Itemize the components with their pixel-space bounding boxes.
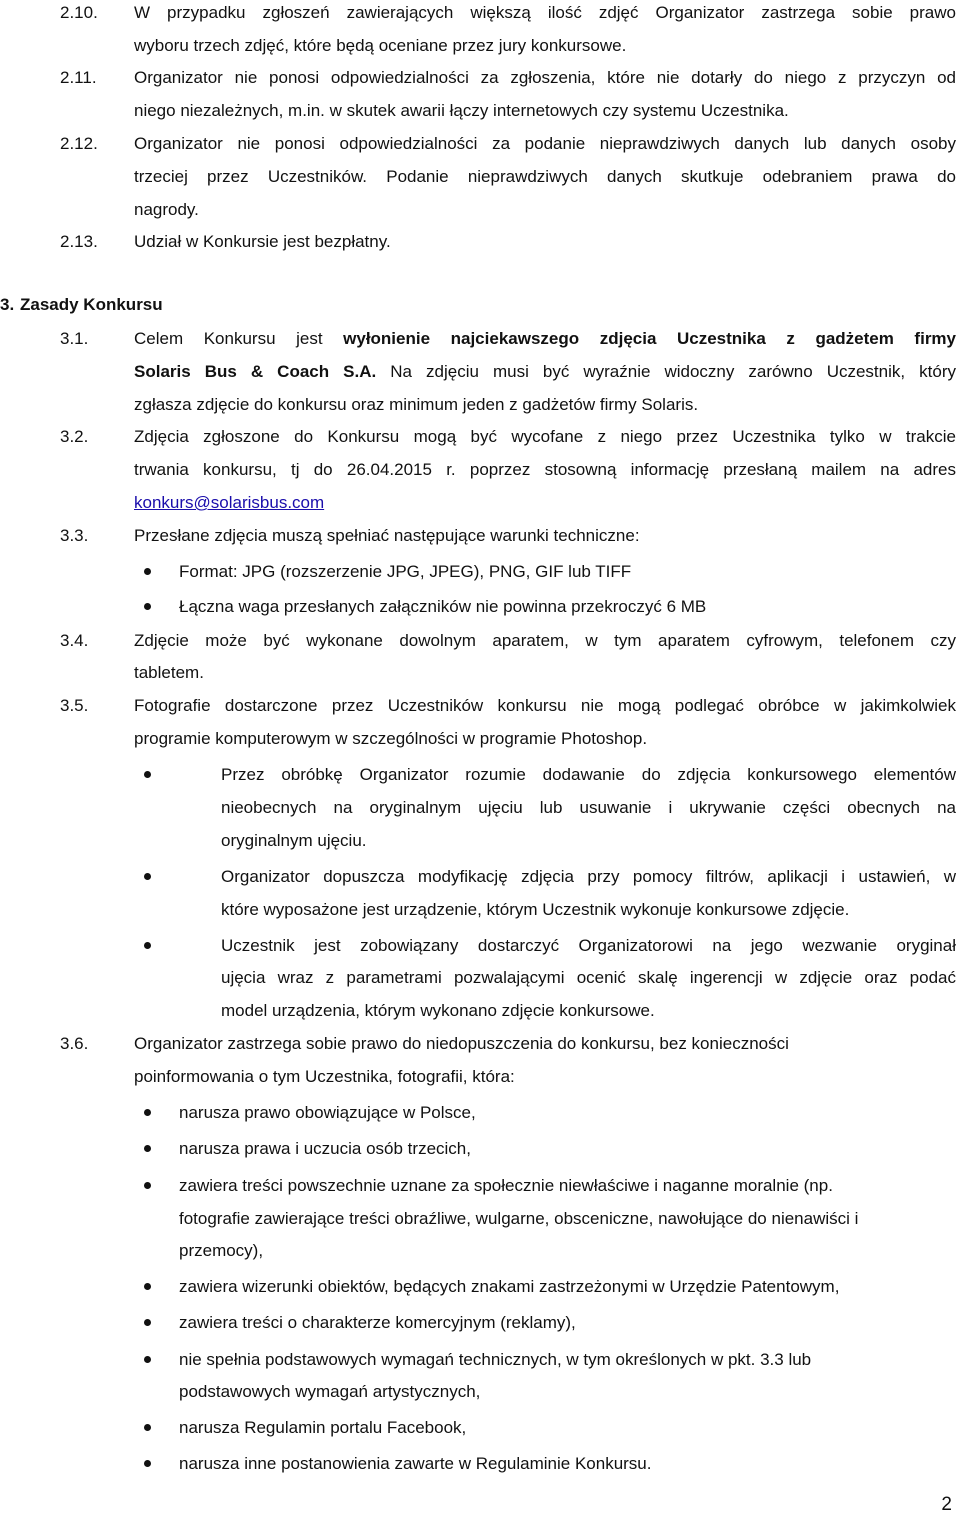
item-3-3-bullet-2: Łączna waga przesłanych załączników nie powinna przekroczyć 6 MB: [179, 597, 707, 616]
item-3-5-bullet-2-line-2: które wyposażone jest urządzenie, którym Uczestnik wykonuje konkursowe zdjęcie.: [221, 900, 850, 919]
item-3-6-bullet-3-line-2: fotografie zawierające treści obraźliwe, wulgarne, obsceniczne, nawołujące do nienawiści i: [179, 1209, 859, 1228]
item-number-3-3: 3.3.: [60, 526, 89, 545]
bullet-dot: [144, 568, 151, 575]
item-3-6-bullet-6-line-2: podstawowych wymagań artystycznych,: [179, 1382, 481, 1401]
item-3-2-line-3: [134, 492, 324, 514]
item-number-2-10: 2.10.: [60, 3, 98, 22]
item-3-6-line-2: poinformowania o tym Uczestnika, fotografii, która:: [134, 1067, 515, 1086]
section-3-number: 3.: [0, 295, 15, 314]
item-3-1-requirement: Na zdjęciu musi być wyraźnie widoczny zarówno Uczestnik, który: [390, 362, 956, 381]
item-2-12-line-1: Organizator nie ponosi odpowiedzialności za podanie nieprawdziwych danych lub danych osoby: [134, 134, 956, 153]
item-3-5-line-1: Fotografie dostarczone przez Uczestników konkursu nie mogą podlegać obróbce w jakimkolwiek: [134, 696, 956, 715]
item-3-4-line-1: Zdjęcie może być wykonane dowolnym aparatem, w tym aparatem cyfrowym, telefonem czy: [134, 631, 956, 650]
page-number: 2: [941, 1494, 952, 1515]
item-3-4-line-2: tabletem.: [134, 663, 204, 682]
item-2-10-line-2: wyboru trzech zdjęć, które będą oceniane przez jury konkursowe.: [134, 36, 627, 55]
item-3-1-goal: wyłonienie najciekawszego zdjęcia Uczestnika z gadżetem firmy: [343, 329, 956, 348]
item-3-5-line-2: programie komputerowym w szczególności w programie Photoshop.: [134, 729, 648, 748]
bullet-dot: [144, 1182, 151, 1189]
item-3-6-bullet-4: zawiera wizerunki obiektów, będących znakami zastrzeżonymi w Urzędzie Patentowym,: [179, 1277, 840, 1296]
item-2-13-line-1: Udział w Konkursie jest bezpłatny.: [134, 232, 391, 251]
bullet-dot: [144, 1424, 151, 1431]
item-number-3-5: 3.5.: [60, 696, 89, 715]
item-3-5-bullet-3-line-1: Uczestnik jest zobowiązany dostarczyć Organizatorowi na jego wezwanie oryginał: [221, 936, 956, 955]
item-3-2-line-2: trwania konkursu, tj do 26.04.2015 r. poprzez stosowną informację przesłaną mailem na adres: [134, 460, 956, 479]
bullet-dot: [144, 1356, 151, 1363]
item-3-2-line-1: Zdjęcia zgłoszone do Konkursu mogą być wycofane z niego przez Uczestnika tylko w trakcie: [134, 427, 956, 446]
item-3-6-bullet-2: narusza prawa i uczucia osób trzecich,: [179, 1139, 471, 1158]
item-3-6-bullet-6-line-1: nie spełnia podstawowych wymagań technicznych, w tym określonych w pkt. 3.3 lub: [179, 1350, 812, 1369]
bullet-dot: [144, 1109, 151, 1116]
item-3-5-bullet-3-line-2: ujęcia wraz z parametrami pozwalającymi ocenić skalę ingerencji w zdjęcie oraz podać: [221, 968, 956, 987]
bullet-dot: [144, 1283, 151, 1290]
item-3-1-line-2: [134, 361, 956, 383]
bullet-dot: [144, 1319, 151, 1326]
item-3-3-bullet-1: Format: JPG (rozszerzenie JPG, JPEG), PNG, GIF lub TIFF: [179, 562, 632, 581]
item-3-5-bullet-2-line-1: Organizator dopuszcza modyfikację zdjęcia przy pomocy filtrów, aplikacji i ustawień, w: [221, 867, 956, 886]
item-3-6-bullet-7: narusza Regulamin portalu Facebook,: [179, 1418, 467, 1437]
item-3-5-bullet-1-line-2: nieobecnych na oryginalnym ujęciu lub usuwanie i ukrywanie części obecnych na: [221, 798, 956, 817]
item-3-1-line-3: zgłasza zdjęcie do konkursu oraz minimum jeden z gadżetów firmy Solaris.: [134, 395, 699, 414]
bullet-dot: [144, 1145, 151, 1152]
item-3-5-bullet-1-line-3: oryginalnym ujęciu.: [221, 831, 367, 850]
item-2-12-line-3: nagrody.: [134, 200, 199, 219]
item-number-3-2: 3.2.: [60, 427, 89, 446]
item-3-5-bullet-3-line-3: model urządzenia, którym wykonano zdjęcie konkursowe.: [221, 1001, 655, 1020]
item-3-6-bullet-3-line-3: przemocy),: [179, 1241, 264, 1260]
contest-email-link[interactable]: konkurs@solarisbus.com: [134, 493, 325, 512]
item-number-2-11: 2.11.: [60, 68, 97, 87]
bullet-dot: [144, 942, 151, 949]
item-3-6-bullet-1: narusza prawo obowiązujące w Polsce,: [179, 1103, 476, 1122]
bullet-dot: [144, 1460, 151, 1467]
item-3-6-line-1: Organizator zastrzega sobie prawo do niedopuszczenia do konkursu, bez konieczności: [134, 1034, 789, 1053]
bullet-dot: [144, 603, 151, 610]
item-3-6-bullet-5: zawiera treści o charakterze komercyjnym (reklamy),: [179, 1313, 576, 1332]
item-number-2-13: 2.13.: [60, 232, 98, 251]
bullet-dot: [144, 873, 151, 880]
item-3-5-bullet-1-line-1: Przez obróbkę Organizator rozumie dodawanie do zdjęcia konkursowego elementów: [221, 765, 956, 784]
item-3-6-bullet-8: narusza inne postanowienia zawarte w Regulaminie Konkursu.: [179, 1454, 652, 1473]
item-3-1-intro: Celem Konkursu jest: [134, 329, 323, 348]
item-2-11-line-1: Organizator nie ponosi odpowiedzialności za zgłoszenia, które nie dotarły do niego z przyczyn od: [134, 68, 956, 87]
item-number-2-12: 2.12.: [60, 134, 98, 153]
item-3-1-line-1: [134, 328, 956, 350]
bullet-dot: [144, 771, 151, 778]
item-number-3-4: 3.4.: [60, 631, 89, 650]
section-3-title: Zasady Konkursu: [20, 295, 163, 314]
item-number-3-6: 3.6.: [60, 1034, 89, 1053]
item-3-1-company: Solaris Bus & Coach S.A.: [134, 362, 377, 381]
item-2-12-line-2: trzeciej przez Uczestników. Podanie nieprawdziwych danych skutkuje odebraniem prawa do: [134, 167, 956, 186]
item-3-6-bullet-3-line-1: zawiera treści powszechnie uznane za społecznie niewłaściwe i naganne moralnie (np.: [179, 1176, 833, 1195]
item-3-3-line-1: Przesłane zdjęcia muszą spełniać następujące warunki techniczne:: [134, 526, 640, 545]
item-2-11-line-2: niego niezależnych, m.in. w skutek awarii łączy internetowych czy systemu Uczestnika.: [134, 101, 789, 120]
item-number-3-1: 3.1.: [60, 329, 89, 348]
item-2-10-line-1: W przypadku zgłoszeń zawierających większą ilość zdjęć Organizator zastrzega sobie prawo: [134, 3, 956, 22]
